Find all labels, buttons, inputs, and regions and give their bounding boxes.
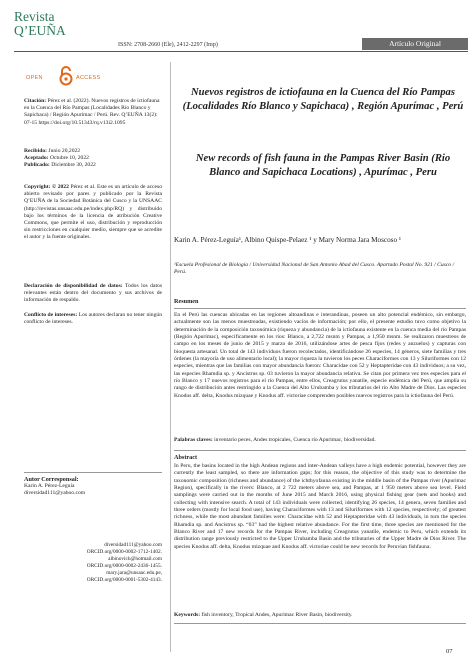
copyright-text: Pérez et al. Este es un artículo de acceso abierto revisado por pares y publicado por la Revista Q’EUÑA de la Sociedad Botánica del Cusco y la UNSAAC (http://revistas.unsaac.edu.pe/index.php/RQ) y distribuido bajo los términos de la licencia de atribución Creative Commons, que permite el uso, distribución y reproducción sin restricciones en cualquier medio, siempre que se acredite el autor y la fuente originales. <box>24 184 162 241</box>
conflict-block <box>24 312 162 326</box>
published-label: Publicado: <box>24 162 50 169</box>
affiliation: ¹Escuela Profesional de Biología / Universidad Nacional de San Antonio Abad del Cusco. Apartado Postal No. 921 / Cusco / Perú. <box>174 262 455 276</box>
palabras-label: Palabras claves: <box>174 437 213 443</box>
published-date: Diciembre 30, 2022 <box>51 162 96 169</box>
data-availability-block <box>24 283 162 305</box>
contact-line[interactable]: mary.jara@unsaac.edu.pe, <box>106 570 162 577</box>
correspondence-divider <box>24 472 162 473</box>
palabras-claves <box>174 437 466 444</box>
correspondence-block <box>24 476 162 498</box>
resumen-heading: Resumen <box>174 298 199 305</box>
header-divider <box>14 51 468 52</box>
contact-line[interactable]: ORCID.org/0000-0002-2436-1455. <box>86 563 162 570</box>
palabras-text: inventario peces, Andes tropicales, Cuenca río Apurimac, biodiversidad. <box>214 437 376 443</box>
conflict-text: Los autores declaran no tener ningún conflicto de intereses. <box>24 312 162 326</box>
open-access-left: OPEN <box>26 75 43 81</box>
correspondence-label: Autor Corresponsal: <box>24 476 79 483</box>
open-access-right: ACCESS <box>76 75 101 81</box>
abstract-top-rule <box>174 450 466 451</box>
contact-list <box>24 542 162 585</box>
accepted-date: Octubre 10, 2022 <box>49 155 89 162</box>
contact-line[interactable]: diversidad111@yahoo.com <box>104 542 162 548</box>
open-access-logo <box>26 66 108 88</box>
article-type-badge: Artículo Original <box>362 38 468 50</box>
open-lock-icon <box>58 66 74 86</box>
accepted-label: Aceptado: <box>24 155 49 162</box>
journal-name-line2: Q’EUÑA <box>14 23 66 38</box>
abstract-heading: Abstract <box>174 454 198 461</box>
resumen-text: En el Perú las cuencas ubicadas en las regiones altoandinas e interandinas, poseen un alto potencial endémico, sin embargo, actualmente son las menos muestreadas, existiendo vacíos de información; por ello, el presente estudio tuvo como objetivo la determinación de la composición taxonómica (riqueza y abundancia) de la ictiofauna existente en la cuenca media del río Pampas (Región Apurímac), específicamente en los ríos: Blanco, a 2,722 msnm y Pampas, a 1,950 msnm. Se realizaron muestreos de campo en los meses de junio de 2015 y marzo de 2016, utilizándose artes de pesca fijos (redes y anzuelos) y capturas con bioquesta artesanal. Un total de 143 individuos fueron recolectados, identificándose 26 especies, 14 géneros, siete familias y tres órdenes (la mayoría de uso alimentario local); la mayor riqueza la tuvieron los peces Characiformes con 13 y Siluriformes con 12 especies, mientras que las familias con mayor abundancia fueron: Characidae con 52 y Heptapteridae con 43 individuos; a su vez, las especies Rhamdia sp. y Ancistrus sp. 03 tuvieron la mayor abundancia relativa. Se citan por primera vez tres especies para el río Blanco y 17 nuevos registros para el río Pampas, entre ellos, Creagrutus yanatile, especie endémica del Perú, que amplía su rango de distribución antes restringido a la Cuenca del Alto Urubamba y los tributarios del río Alto Madre de Dios. Las especies Knodus aff. delta, Knodus mizquae y Knodus aff. victoriae comprenden posibles nuevos registros para la ictiofauna del Perú. <box>174 312 466 399</box>
authors: Karin A. Pérez-Leguía¹, Albino Quispe-Pelaez ¹ y Mary Norma Jara Moscoso ¹ <box>174 236 402 244</box>
resumen-top-rule <box>174 308 466 309</box>
correspondence-name: Karin A. Pérez-Leguía <box>24 483 75 490</box>
copyright-block <box>24 184 162 242</box>
conflict-label: Conflicto de intereses: <box>24 312 78 318</box>
journal-name <box>14 10 104 38</box>
keywords-bottom-rule <box>174 623 466 624</box>
citation-doi[interactable]: https://doi.org/10.51343/rq.v13i2.1095 <box>38 119 126 126</box>
dates-block <box>24 148 162 170</box>
column-divider <box>170 62 171 652</box>
contact-line[interactable]: ORCID.org/0000-0001-5302-4143. <box>86 577 162 584</box>
keywords-label: Keywords: <box>174 612 201 618</box>
data-availability-label: Declaración de disponibilidad de datos: <box>24 283 123 289</box>
page-number: 07 <box>446 648 453 655</box>
issn: ISSN: 2708-2660 (Ele), 2412-2297 (Imp) <box>118 42 218 48</box>
data-availability-text: Todos los datos relevantes están dentro del documento y sus archivos de información de respaldo. <box>24 283 162 304</box>
keywords <box>174 612 466 619</box>
received-date: Junio 20,2022 <box>48 148 81 154</box>
citation-label: Citación: <box>24 98 47 104</box>
citation-text: Pérez et al. (2022). Nuevos registros de ictiofauna en la Cuenca del Río Pampas (Localidades Río Blanco y Sapichaca) / Región Apurímac / Perú. Rev. Q’EUÑA 13(2): 07-15 <box>24 98 160 126</box>
title-english: New records of fish fauna in the Pampas River Basin (Rio Blanco and Sapichaca Locations) , Apurímac , Peru <box>195 153 451 178</box>
title-spanish: Nuevos registros de ictiofauna en la Cuenca del Río Pampas (Localidades Río Blanco y Sapichaca) , Región Apurímac , Perú <box>182 87 464 112</box>
correspondence-email[interactable]: diversidad111@yahoo.com <box>24 490 86 497</box>
contact-line[interactable]: ORCID.org/0000-0002-1712-1402. <box>86 549 162 556</box>
contact-line[interactable]: albinovich@hotmail.com <box>108 556 162 563</box>
citation-block <box>24 98 162 127</box>
received-label: Recibido: <box>24 148 47 154</box>
copyright-label: Copyright: © 2022 <box>24 184 69 190</box>
abstract-text: In Peru, the basins located in the high Andean regions and inter-Andean valleys have a high endemic potential, however they are currently the least sampled, so there are information gaps; for this reason, the objective of this study was to determine the taxonomic composition (richness and abundance) of the ichthyofauna existing in the middle basin of the Pampas river (Apurimac Region), specifically in the rivers: Blanco, at 2 722 meters above sea, and Pampas, at 1 950 meters above sea level. Field samplings were carried out in the months of June 2015 and March 2016, using physical fishing gear (nets and hooks) and collecting with intensive search. A total of 143 individuals were collected, identifying 26 species, 14 genera, seven families and three orders (mostly for local food use), having Characiformes with 13 and Siluriformes with 12 species, respectively; of greatest richness, while the most abundant families were: Characidae with 52 and Heptapteridae with 43 individuals, in turn the species Rhamdia sp. and Ancistrus sp. “03” had the highest relative abundance. For the first time, three species are mentioned for the Blanco River and 17 new records for the Pampas River, including Creagrutus yanatile, endemic to Peru, which extends its distribution range previously restricted to the Upper Urubamba Basin and the tributaries of the Upper Madre de Dios River. The species Knodus aff. delta, Knodus mizquae and Knodus aff. victoriae could be new records for Peruvian fishfauna. <box>174 463 466 550</box>
journal-name-line1: Revista <box>14 9 55 24</box>
keywords-text: fish inventory, Tropical Andes, Apurimac River Basin, biodiversity. <box>201 612 353 618</box>
